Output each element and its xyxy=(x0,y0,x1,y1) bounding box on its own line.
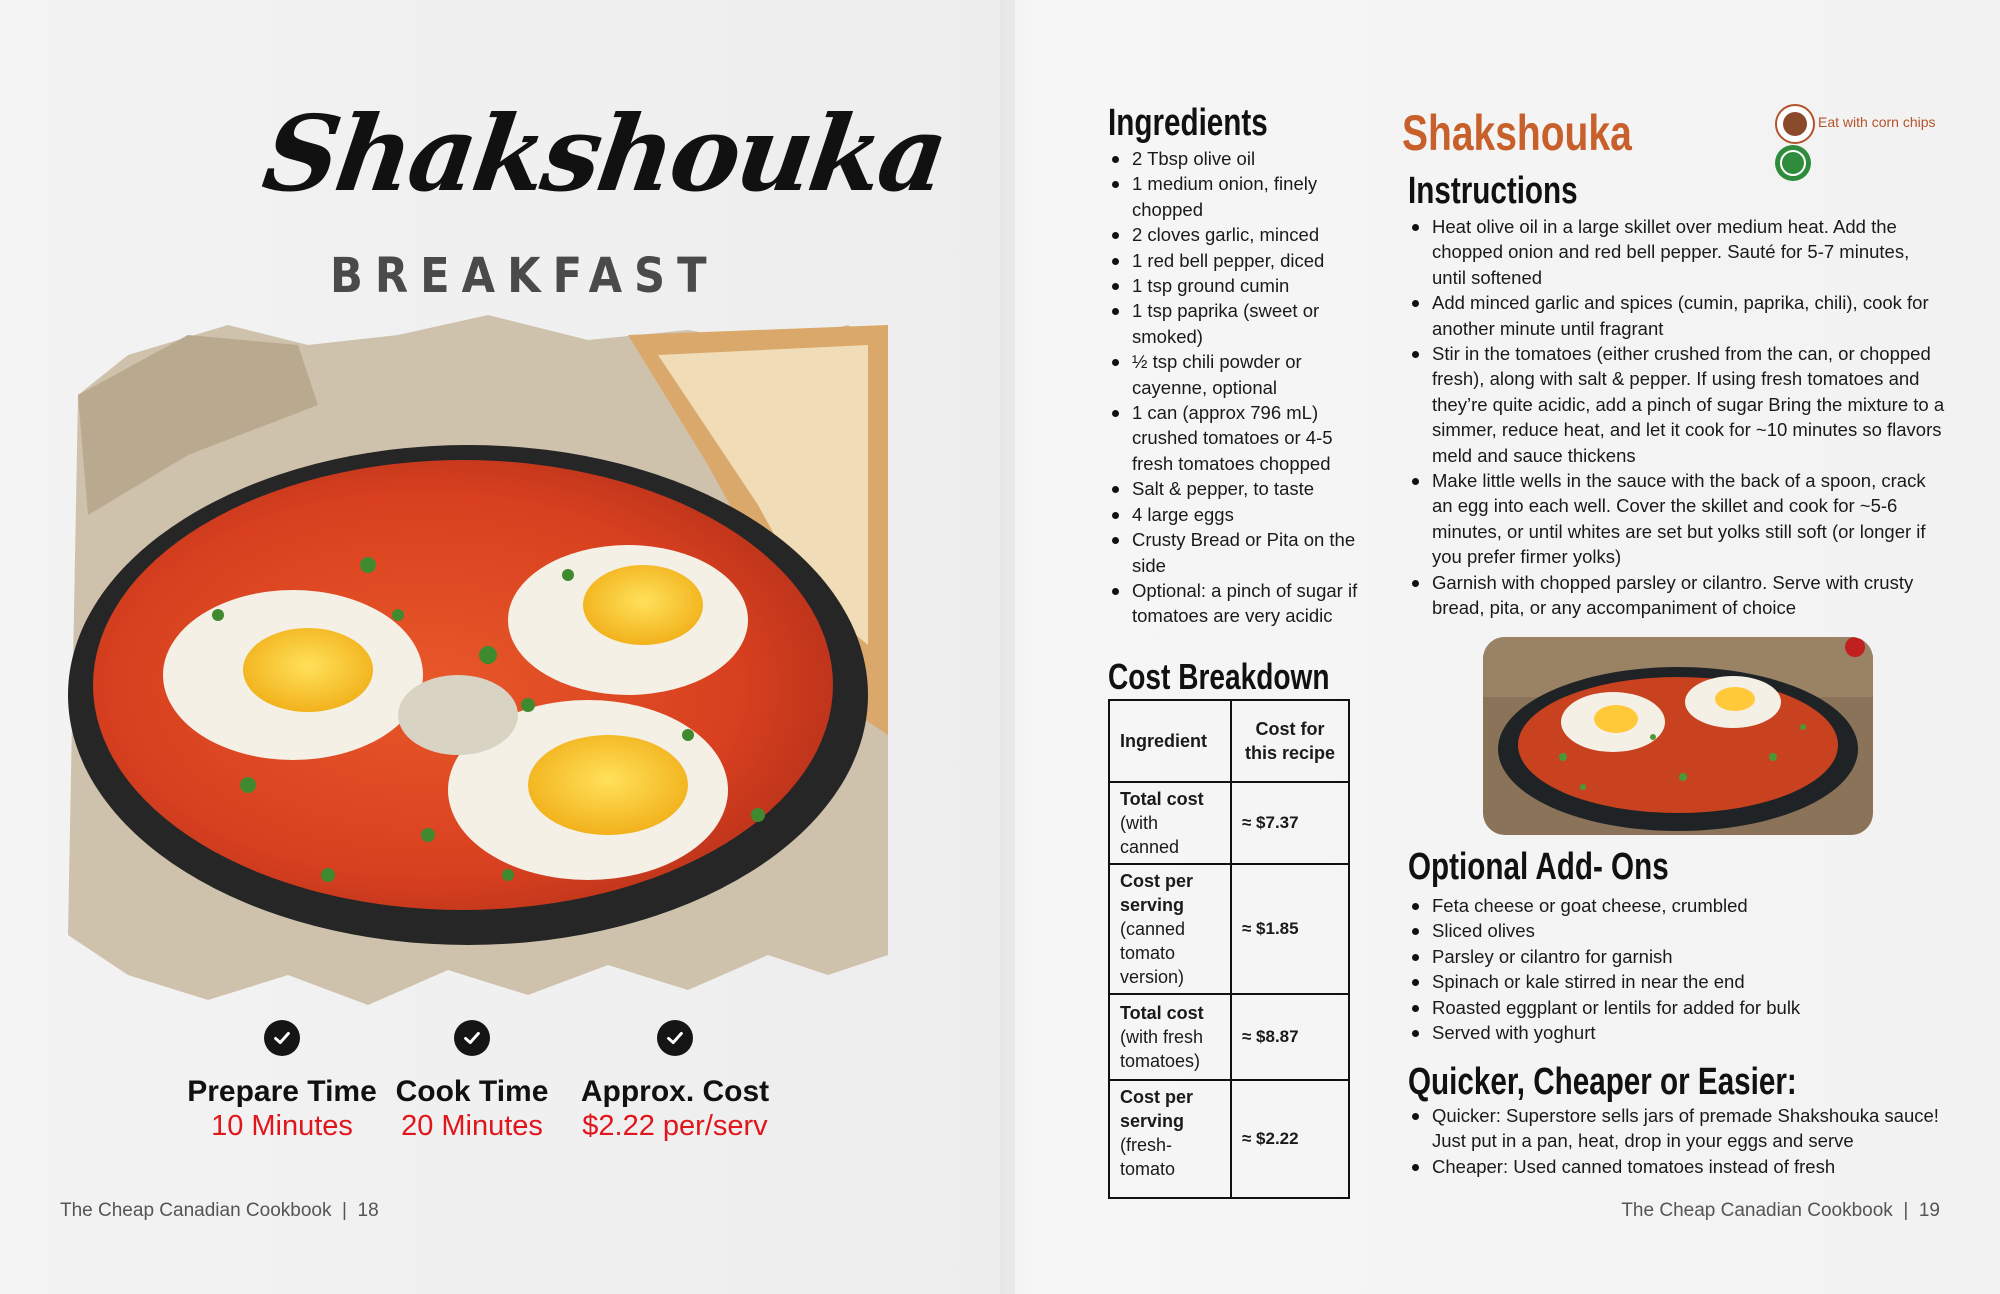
list-item: Served with yoghurt xyxy=(1408,1020,1928,1045)
recipe-script-title: Shakshouka xyxy=(256,92,953,215)
row-label-note: (with fresh tomatoes) xyxy=(1120,1027,1204,1071)
prepare-time-value: 10 Minutes xyxy=(211,1110,353,1142)
list-item: Spinach or kale stirred in near the end xyxy=(1408,969,1928,994)
row-label-bold: Cost per serving xyxy=(1120,1087,1194,1131)
page-gutter xyxy=(1000,0,1030,1294)
footer-separator: | xyxy=(1903,1200,1909,1221)
approx-cost-stat xyxy=(565,1020,785,1142)
row-label-note: (fresh-tomato xyxy=(1120,1135,1176,1179)
list-item: Make little wells in the sauce with the back of a spoon, crack an egg into each well. Cover the skillet and cook for ~5-6 minutes, or until whites are set but yolks still soft (or longer if you prefer firmer yolks) xyxy=(1408,468,1948,570)
list-item: Quicker: Superstore sells jars of premade Shakshouka sauce! Just put in a pan, heat, drop in your eggs and serve xyxy=(1408,1103,1948,1154)
check-icon xyxy=(264,1020,300,1056)
list-item: Roasted eggplant or lentils for added for bulk xyxy=(1408,995,1928,1020)
table-header: Cost for this recipe xyxy=(1231,700,1349,782)
list-item: Parsley or cilantro for garnish xyxy=(1408,944,1928,969)
footer-book-title: The Cheap Canadian Cookbook xyxy=(1621,1200,1893,1221)
check-icon xyxy=(454,1020,490,1056)
row-label-bold: Cost per serving xyxy=(1120,871,1194,915)
list-item: Salt & pepper, to taste xyxy=(1108,476,1378,501)
list-item: Crusty Bread or Pita on the side xyxy=(1108,527,1378,578)
list-item: ½ tsp chili powder or cayenne, optional xyxy=(1108,349,1378,400)
shakshouka-hero-photo xyxy=(68,315,888,1005)
list-item: Optional: a pinch of sugar if tomatoes are very acidic xyxy=(1108,578,1378,629)
badge-note: Eat with corn chips xyxy=(1818,114,1936,130)
list-item: Sliced olives xyxy=(1408,918,1928,943)
table-row xyxy=(1109,864,1349,994)
table-cell-value: ≈ $1.85 xyxy=(1231,864,1349,994)
list-item: Garnish with chopped parsley or cilantro. Serve with crusty bread, pita, or any accompaniment of choice xyxy=(1408,570,1948,621)
row-label-bold: Total cost xyxy=(1120,789,1204,809)
recipe-category: BREAKFAST xyxy=(330,248,719,304)
ingredients-heading: Ingredients xyxy=(1108,102,1268,144)
list-item: Feta cheese or goat cheese, crumbled xyxy=(1408,893,1928,918)
approx-cost-value: $2.22 per/serv xyxy=(582,1110,768,1142)
row-label-note: (canned tomato version) xyxy=(1120,919,1186,987)
list-item: 4 large eggs xyxy=(1108,502,1378,527)
prepare-time-label: Prepare Time xyxy=(187,1075,377,1108)
table-cell xyxy=(1109,994,1231,1080)
footer-book-title: The Cheap Canadian Cookbook xyxy=(60,1200,332,1221)
cost-breakdown-heading: Cost Breakdown xyxy=(1108,656,1330,697)
footer-separator: | xyxy=(342,1200,347,1221)
list-item: Cheaper: Used canned tomatoes instead of fresh xyxy=(1408,1154,1948,1179)
instructions-heading: Instructions xyxy=(1408,170,1578,212)
table-cell xyxy=(1109,1080,1231,1198)
table-header: Ingredient xyxy=(1109,700,1231,782)
optional-addons-heading: Optional Add- Ons xyxy=(1408,846,1669,888)
quicker-list xyxy=(1408,1103,1948,1179)
cook-time-label: Cook Time xyxy=(395,1075,549,1108)
table-header-row xyxy=(1109,700,1349,782)
cook-time-stat xyxy=(362,1020,582,1142)
quicker-cheaper-heading: Quicker, Cheaper or Easier: xyxy=(1408,1061,1797,1103)
page-number: 19 xyxy=(1918,1200,1940,1221)
list-item: 2 Tbsp olive oil xyxy=(1108,146,1378,171)
cook-time-value: 20 Minutes xyxy=(401,1110,543,1142)
ingredients-list xyxy=(1108,146,1378,629)
table-cell-value: ≈ $7.37 xyxy=(1231,782,1349,864)
check-icon xyxy=(657,1020,693,1056)
list-item: 2 cloves garlic, minced xyxy=(1108,222,1378,247)
wheat-badge-icon xyxy=(1775,104,1815,144)
table-row xyxy=(1109,782,1349,864)
list-item: 1 red bell pepper, diced xyxy=(1108,248,1378,273)
table-row xyxy=(1109,1080,1349,1198)
list-item: Stir in the tomatoes (either crushed from the can, or chopped fresh), along with salt & pepper. If using fresh tomatoes and they’re quite acidic, add a pinch of sugar Bring the mixture to a simmer, reduce heat, and let it cook for ~10 minutes so flavors meld and sauce thickens xyxy=(1408,341,1948,468)
list-item: Add minced garlic and spices (cumin, paprika, chili), cook for another minute until fragrant xyxy=(1408,290,1948,341)
table-cell-value: ≈ $8.87 xyxy=(1231,994,1349,1080)
instructions-list xyxy=(1408,214,1948,621)
list-item: Heat olive oil in a large skillet over medium heat. Add the chopped onion and red bell pepper. Sauté for 5-7 minutes, until softened xyxy=(1408,214,1948,290)
prepare-time-stat xyxy=(172,1020,392,1142)
page-number: 18 xyxy=(357,1200,379,1221)
list-item: 1 tsp paprika (sweet or smoked) xyxy=(1108,298,1378,349)
row-label-note: (with canned xyxy=(1120,813,1180,857)
approx-cost-label: Approx. Cost xyxy=(580,1075,770,1108)
table-cell-value: ≈ $2.22 xyxy=(1231,1080,1349,1198)
shakshouka-dish-photo xyxy=(1483,637,1873,835)
table-cell xyxy=(1109,864,1231,994)
list-item: 1 can (approx 796 mL) crushed tomatoes or 4-5 fresh tomatoes chopped xyxy=(1108,400,1378,476)
row-label-bold: Total cost xyxy=(1120,1003,1204,1023)
table-cell xyxy=(1109,782,1231,864)
vegetarian-leaf-icon xyxy=(1775,145,1811,181)
list-item: 1 tsp ground cumin xyxy=(1108,273,1378,298)
recipe-name-heading: Shakshouka xyxy=(1402,105,1632,161)
cost-breakdown-table xyxy=(1108,699,1350,1199)
footer-left xyxy=(60,1200,379,1222)
footer-right xyxy=(1621,1200,1940,1222)
addons-list xyxy=(1408,893,1928,1045)
list-item: 1 medium onion, finely chopped xyxy=(1108,171,1378,222)
table-row xyxy=(1109,994,1349,1080)
